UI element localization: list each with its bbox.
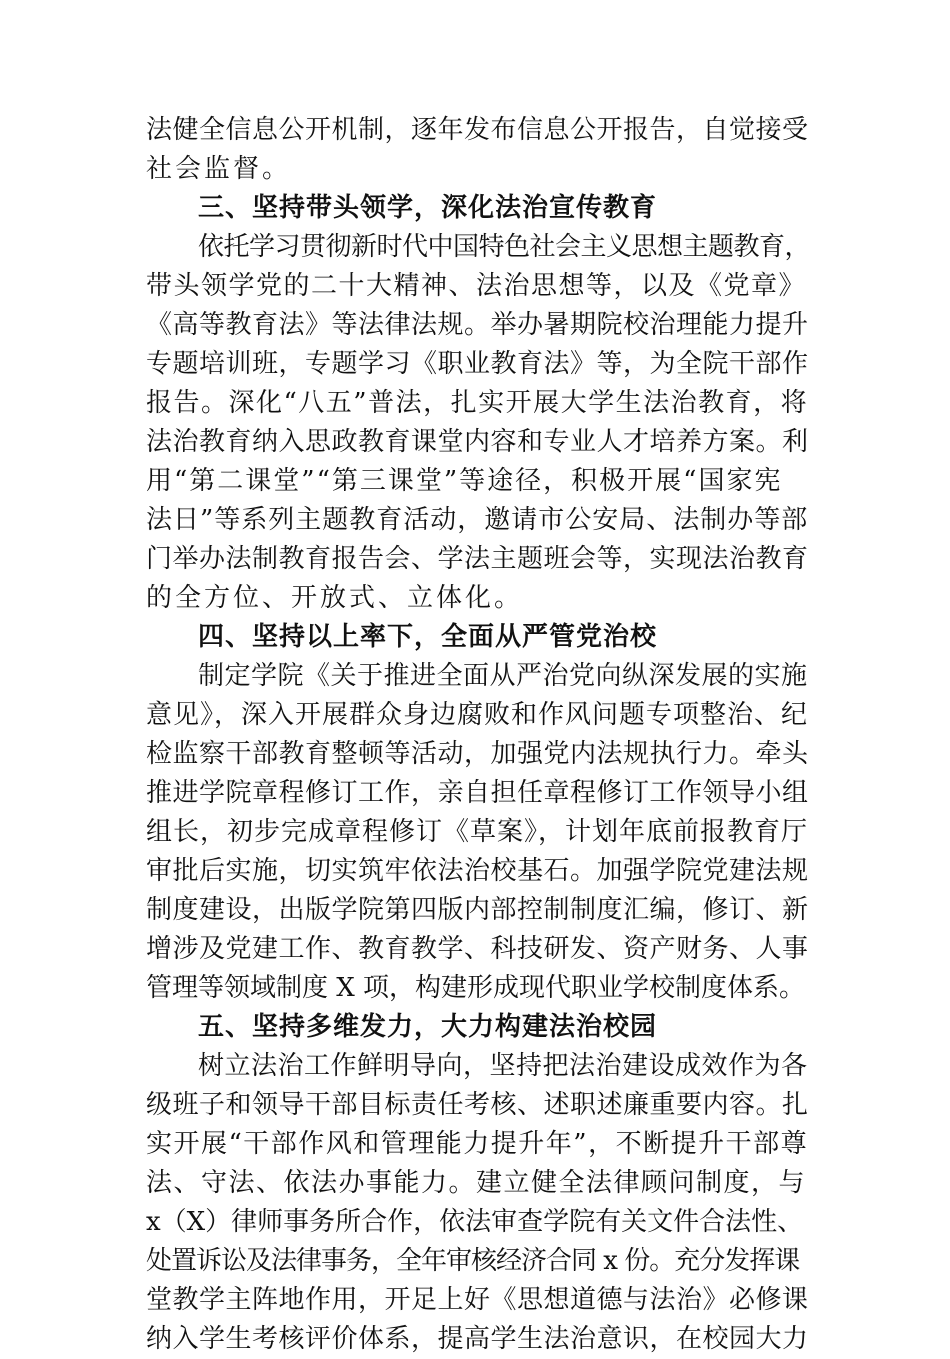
section-heading-5: 五、坚持多维发力，大力构建法治校园 (198, 1012, 658, 1042)
body-line: 意见》，深入开展群众身边腐败和作风问题专项整治、纪 (146, 700, 809, 730)
body-line: 用“第二课堂”“第三课堂”等途径，积极开展“国家宪 (146, 466, 783, 496)
body-line: 带头领学党的二十大精神、法治思想等，以及《党章》 (146, 271, 807, 301)
paragraph-start-line: 树立法治工作鲜明导向，坚持把法治建设成效作为各 (198, 1051, 808, 1081)
paragraph-start-line: 制定学院《关于推进全面从严治党向纵深发展的实施 (198, 661, 808, 691)
body-line: x（X）律师事务所合作，依法审查学院有关文件合法性、 (146, 1207, 804, 1237)
body-line: 实开展“干部作风和管理能力提升年”，不断提升干部尊 (146, 1129, 809, 1159)
body-line: 增涉及党建工作、教育教学、科技研发、资产财务、人事 (146, 934, 809, 964)
paragraph-start-line: 依托学习贯彻新时代中国特色社会主义思想主题教育， (198, 232, 811, 262)
body-line: 审批后实施，切实筑牢依法治校基石。加强学院党建法规 (146, 856, 809, 886)
body-line: 组长，初步完成章程修订《草案》，计划年底前报教育厅 (146, 817, 809, 847)
body-line: 的全方位、开放式、立体化。 (146, 583, 524, 613)
body-line: 堂教学主阵地作用，开足上好《思想道德与法治》必修课 (146, 1285, 809, 1315)
body-line: 制度建设，出版学院第四版内部控制制度汇编，修订、新 (146, 895, 809, 925)
body-line: 法、守法、依法办事能力。建立健全法律顾问制度，与 (146, 1168, 807, 1198)
body-line: 报告。深化“八五”普法，扎实开展大学生法治教育，将 (146, 388, 809, 418)
body-line: 法健全信息公开机制，逐年发布信息公开报告，自觉接受 (146, 115, 809, 145)
section-heading-4: 四、坚持以上率下，全面从严管党治校 (198, 622, 658, 652)
body-line: 推进学院章程修订工作，亲自担任章程修订工作领导小组 (146, 778, 809, 808)
body-line: 级班子和领导干部目标责任考核、述职述廉重要内容。扎 (146, 1090, 809, 1120)
section-heading-3: 三、坚持带头领学，深化法治宣传教育 (198, 193, 658, 223)
body-line: 处置诉讼及法律事务，全年审核经济合同 x 份。充分发挥课 (146, 1246, 800, 1276)
body-line: 管理等领域制度 X 项，构建形成现代职业学校制度体系。 (146, 973, 806, 1003)
body-line: 纳入学生考核评价体系，提高学生法治意识，在校园大力 (146, 1324, 809, 1354)
body-line: 法日”等系列主题教育活动，邀请市公安局、法制办等部 (146, 505, 809, 535)
body-line: 门举办法制教育报告会、学法主题班会等，实现法治教育 (146, 544, 809, 574)
body-line: 检监察干部教育整顿等活动，加强党内法规执行力。牵头 (146, 739, 809, 769)
document-body (146, 111, 810, 1359)
body-line: 法治教育纳入思政教育课堂内容和专业人才培养方案。利 (146, 427, 809, 457)
body-line: 《高等教育法》等法律法规。举办暑期院校治理能力提升 (146, 310, 809, 340)
body-line: 专题培训班，专题学习《职业教育法》等，为全院干部作 (146, 349, 809, 379)
body-line: 社会监督。 (146, 154, 292, 184)
